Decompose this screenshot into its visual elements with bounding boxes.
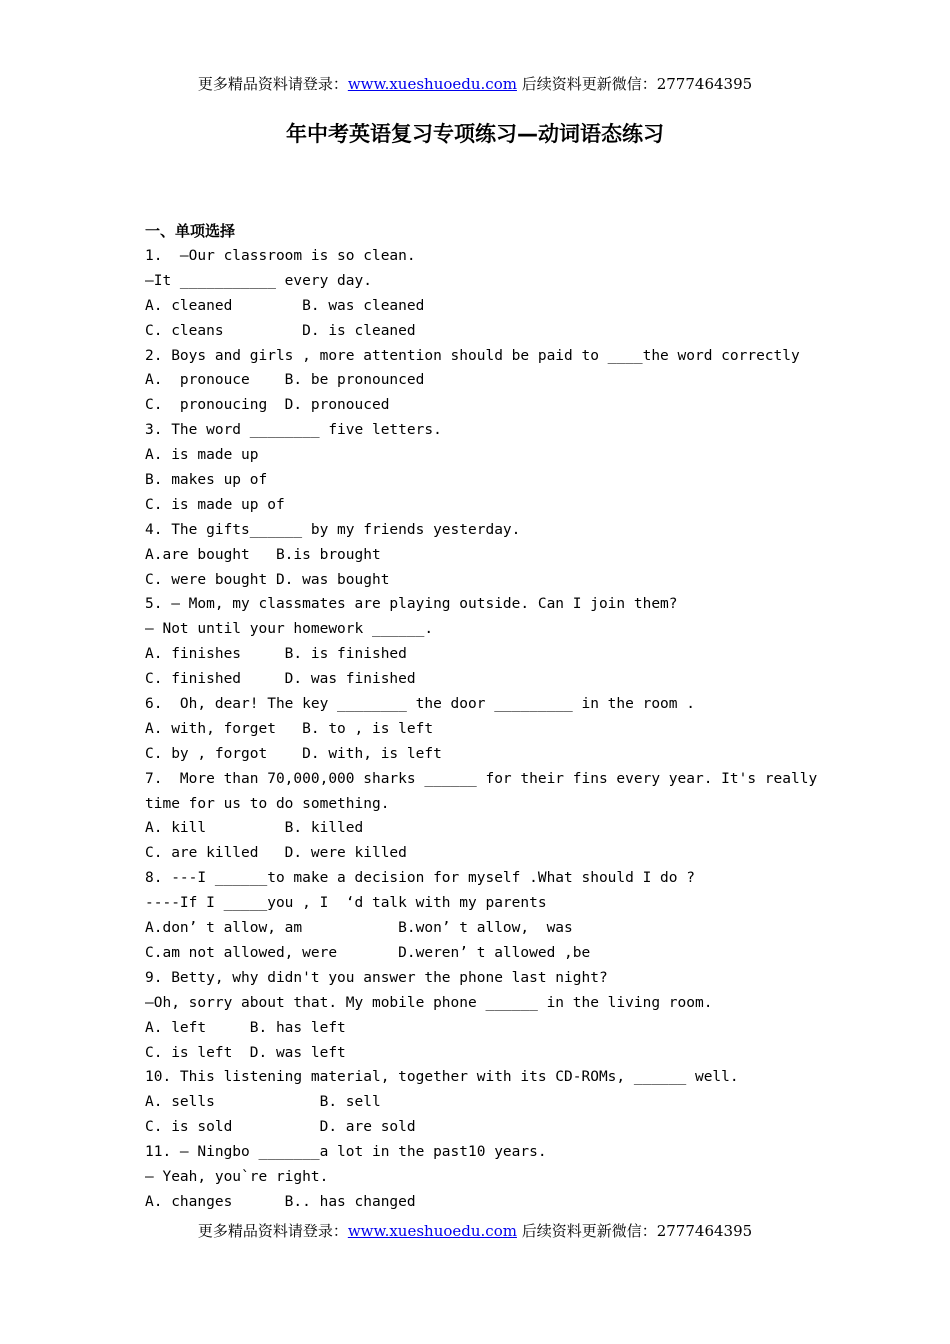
question-line: 11. — Ningbo _______a lot in the past10 years. (145, 1144, 547, 1161)
question-line: C. is left D. was left (145, 1044, 346, 1061)
question-line: 4. The gifts______ by my friends yesterday. (145, 521, 521, 538)
question-line: 9. Betty, why didn't you answer the phone last night? (145, 969, 608, 986)
question-line: C. cleans D. is cleaned (145, 322, 416, 339)
question-line: ----If I _____you , I ‘d talk with my parents (145, 895, 547, 912)
question-line: time for us to do something. (145, 795, 390, 812)
question-line: A. finishes B. is finished (145, 646, 407, 663)
question-line: 6. Oh, dear! The key ________ the door _________ in the room . (145, 696, 695, 713)
question-line: C. is made up of (145, 496, 285, 513)
question-line: C. by , forgot D. with, is left (145, 745, 442, 762)
question-line: B. makes up of (145, 472, 268, 489)
page-footer (0, 1221, 950, 1241)
footer-suffix: 后续资料更新微信：2777464395 (516, 1222, 753, 1240)
question-line: A. changes B.. has changed (145, 1193, 416, 1210)
question-line: A.are bought B.is brought (145, 546, 381, 563)
question-line: C. pronoucing D. pronouced (145, 397, 390, 414)
question-list (145, 244, 825, 1215)
question-line: C.am not allowed, were D.weren’ t allowed ,be (145, 944, 591, 961)
question-line: 5. — Mom, my classmates are playing outside. Can I join them? (145, 596, 678, 613)
document-title: 年中考英语复习专项练习—动词语态练习 (286, 122, 664, 146)
header-website-link[interactable]: www.xueshuoedu.com (347, 75, 517, 93)
header-prefix: 更多精品资料请登录： (197, 75, 348, 93)
question-line: A. left B. has left (145, 1019, 346, 1036)
question-line: A. with, forget B. to , is left (145, 720, 434, 737)
question-line: 7. More than 70,000,000 sharks ______ for their fins every year. It's really (145, 770, 818, 787)
question-line: 3. The word ________ five letters. (145, 422, 442, 439)
question-line: C. are killed D. were killed (145, 845, 407, 862)
question-line: C. were bought D. was bought (145, 571, 390, 588)
question-line: A. sells B. sell (145, 1094, 381, 1111)
question-line: 8. ---I ______to make a decision for myself .What should I do ? (145, 870, 695, 887)
question-line: 1. —Our classroom is so clean. (145, 248, 416, 264)
question-line: C. finished D. was finished (145, 671, 416, 688)
question-line: A.don’ t allow, am B.won’ t allow, was (145, 920, 573, 937)
question-line: A. kill B. killed (145, 820, 364, 837)
question-line: — Yeah, you`re right. (145, 1168, 329, 1185)
question-line: 10. This listening material, together with its CD-ROMs, ______ well. (145, 1069, 739, 1086)
question-line: A. pronouce B. be pronounced (145, 372, 425, 389)
question-line: C. is sold D. are sold (145, 1119, 416, 1136)
section-heading: 一、单项选择 (145, 222, 236, 240)
page-header (0, 74, 950, 94)
question-line: 2. Boys and girls , more attention should be paid to ____the word correctly (145, 347, 800, 364)
question-line: —Oh, sorry about that. My mobile phone ______ in the living room. (145, 994, 713, 1011)
header-suffix: 后续资料更新微信：2777464395 (516, 75, 753, 93)
question-line: A. cleaned B. was cleaned (145, 297, 425, 314)
question-line: A. is made up (145, 447, 259, 464)
footer-prefix: 更多精品资料请登录： (197, 1222, 348, 1240)
footer-website-link[interactable]: www.xueshuoedu.com (347, 1222, 517, 1240)
question-line: — Not until your homework ______. (145, 621, 434, 638)
question-line: —It ___________ every day. (145, 272, 372, 289)
